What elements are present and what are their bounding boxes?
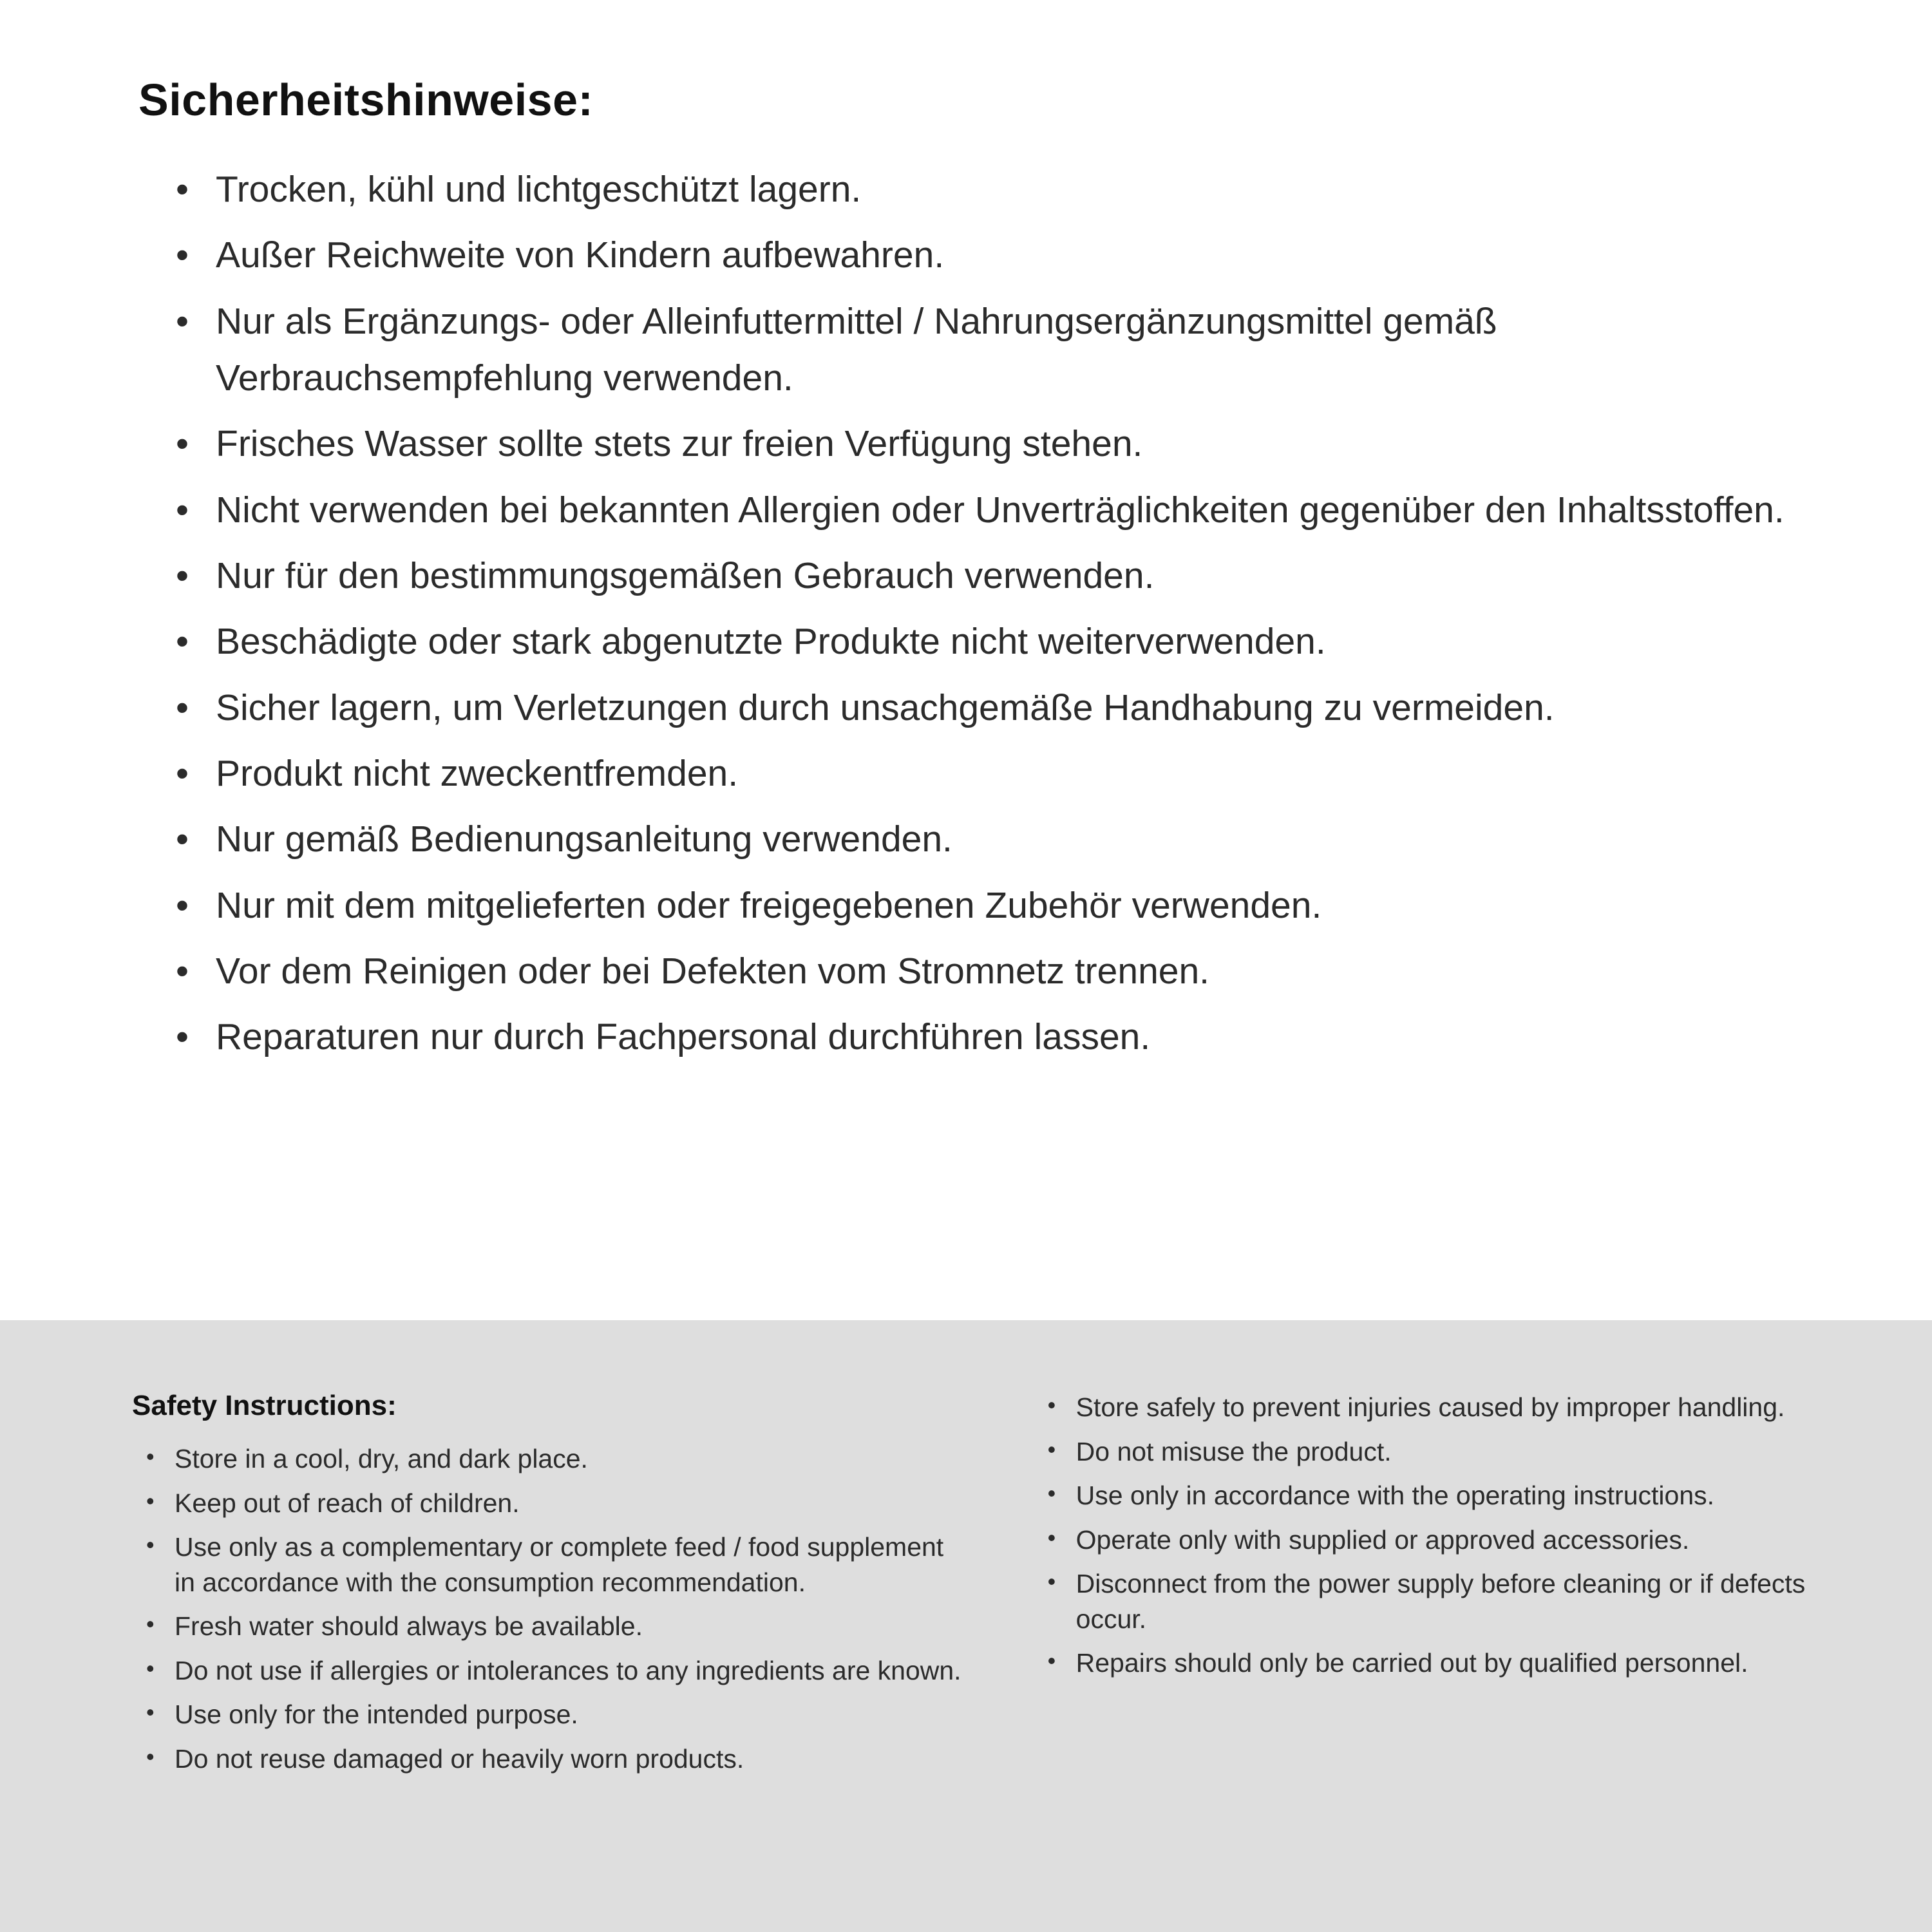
english-safety-item: • Repairs should only be carried out by qualified personnel. (1048, 1645, 1835, 1681)
english-safety-item: • Store in a cool, dry, and dark place. (146, 1441, 971, 1477)
english-right-column (1048, 1390, 1835, 1893)
german-section-heading: Sicherheitshinweise: (138, 75, 594, 125)
english-safety-item: • Do not reuse damaged or heavily worn products. (146, 1741, 971, 1777)
english-safety-item: • Fresh water should always be available. (146, 1609, 971, 1644)
english-safety-item: • Do not misuse the product. (1048, 1434, 1835, 1470)
german-safety-item: • Außer Reichweite von Kindern aufbewahren. (176, 227, 1835, 283)
german-safety-item: • Sicher lagern, um Verletzungen durch unsachgemäße Handhabung zu vermeiden. (176, 679, 1835, 736)
english-safety-list-left (146, 1441, 971, 1776)
english-section-heading: Safety Instructions: (132, 1390, 397, 1421)
german-safety-list (176, 161, 1835, 1066)
english-safety-section (0, 1320, 1932, 1932)
german-safety-item: • Nur als Ergänzungs- oder Alleinfuttermittel / Nahrungsergänzungsmittel gemäß Verbrauchsempfehlung verwenden. (176, 293, 1835, 407)
german-safety-item: • Reparaturen nur durch Fachpersonal durchführen lassen. (176, 1009, 1835, 1065)
german-safety-item: • Beschädigte oder stark abgenutzte Produkte nicht weiterverwenden. (176, 613, 1835, 670)
german-safety-item: • Trocken, kühl und lichtgeschützt lagern. (176, 161, 1835, 218)
german-safety-item: • Produkt nicht zweckentfremden. (176, 745, 1835, 802)
english-safety-item: • Use only as a complementary or complete feed / food supplement in accordance with the consumption recommendation. (146, 1530, 971, 1600)
german-safety-item: • Nur gemäß Bedienungsanleitung verwenden. (176, 811, 1835, 867)
english-safety-item: • Keep out of reach of children. (146, 1486, 971, 1521)
german-safety-item: • Vor dem Reinigen oder bei Defekten vom Stromnetz trennen. (176, 943, 1835, 999)
english-left-column (132, 1390, 971, 1893)
german-safety-item: • Frisches Wasser sollte stets zur freien Verfügung stehen. (176, 415, 1835, 472)
german-safety-item: • Nur für den bestimmungsgemäßen Gebrauch verwenden. (176, 547, 1835, 604)
english-safety-item: • Use only in accordance with the operating instructions. (1048, 1478, 1835, 1513)
english-safety-item: • Operate only with supplied or approved accessories. (1048, 1522, 1835, 1558)
english-safety-item: • Disconnect from the power supply before cleaning or if defects occur. (1048, 1566, 1835, 1636)
german-safety-item: • Nicht verwenden bei bekannten Allergien oder Unverträglichkeiten gegenüber den Inhaltsstoffen. (176, 482, 1835, 538)
english-safety-item: • Store safely to prevent injuries caused by improper handling. (1048, 1390, 1835, 1425)
english-safety-list-right (1048, 1390, 1835, 1681)
english-safety-item: • Do not use if allergies or intolerances to any ingredients are known. (146, 1653, 971, 1689)
german-safety-item: • Nur mit dem mitgelieferten oder freigegebenen Zubehör verwenden. (176, 877, 1835, 934)
english-safety-item: • Use only for the intended purpose. (146, 1697, 971, 1732)
